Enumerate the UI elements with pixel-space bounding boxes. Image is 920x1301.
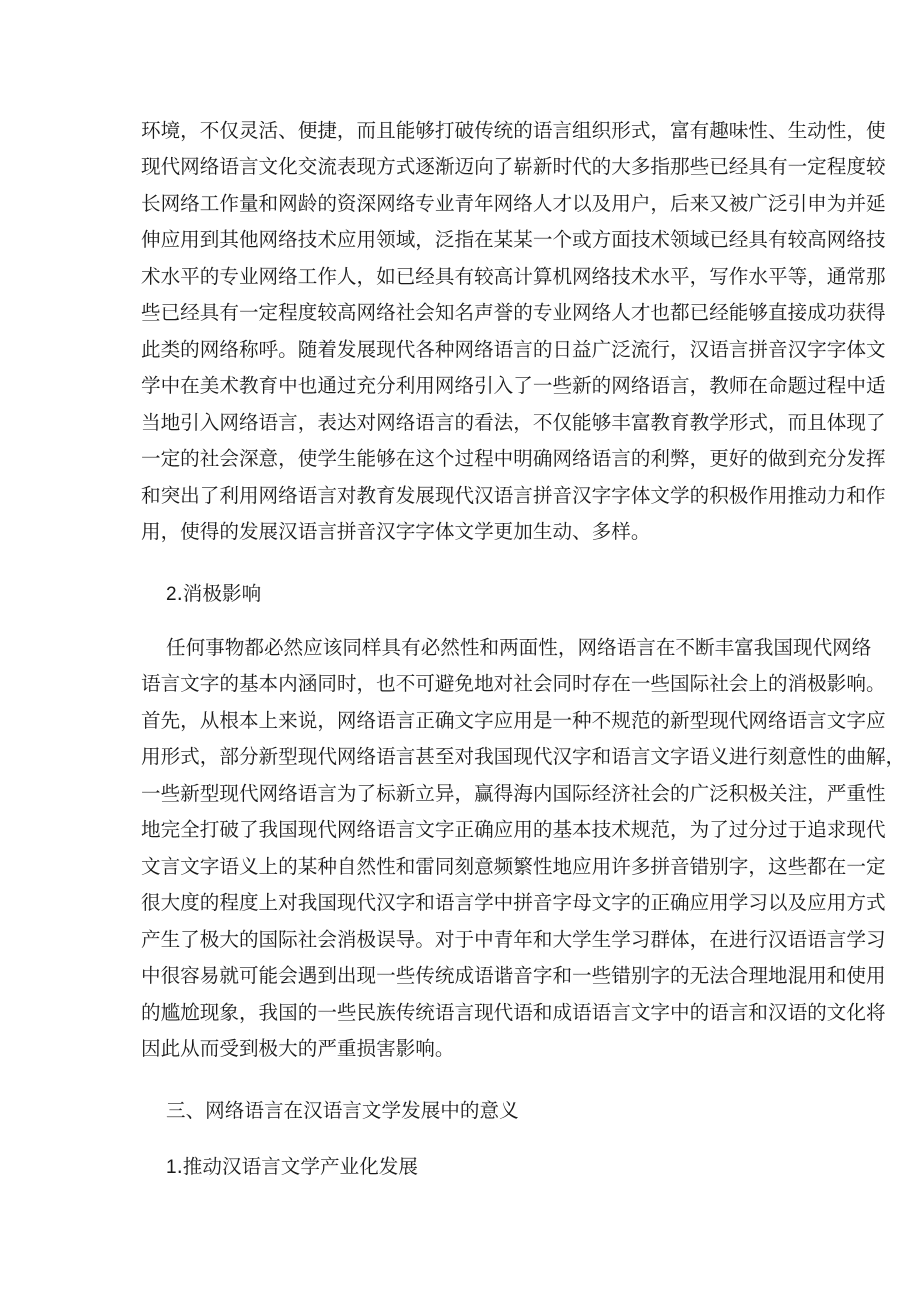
text-line: 首先，从根本上来说，网络语言正确文字应用是一种不规范的新型现代网络语言文字应: [141, 709, 886, 732]
text-line: 因此从而受到极大的严重损害影响。: [141, 1037, 455, 1060]
text-line: 很大度的程度上对我国现代汉字和语言学中拼音字母文字的正确应用学习以及应用方式: [141, 891, 886, 914]
text-line: 些已经具有一定程度较高网络社会知名声誉的专业网络人才也都已经能够直接成功获得: [141, 301, 886, 324]
text-line: 一定的社会深意，使学生能够在这个过程中明确网络语言的利弊，更好的做到充分发挥: [141, 447, 886, 470]
heading-number: 1: [166, 1157, 177, 1178]
text-line: 伸应用到其他网络技术应用领域，泛指在某某一个或方面技术领域已经具有较高网络技: [141, 228, 886, 251]
text-line: 此类的网络称呼。随着发展现代各种网络语言的日益广泛流行，汉语言拼音汉字字体文: [141, 338, 886, 361]
text-line: 用形式，部分新型现代网络语言甚至对我国现代汉字和语言文字语义进行刻意性的曲解，: [141, 745, 906, 768]
text-line: 当地引入网络语言，表达对网络语言的看法，不仅能够丰富教育教学形式，而且体现了: [141, 411, 886, 434]
text-line: 的尴尬现象，我国的一些民族传统语言现代语和成语语言文字中的语言和汉语的文化将: [141, 1001, 886, 1024]
text-line: 学中在美术教育中也通过充分利用网络引入了一些新的网络语言，教师在命题过程中适: [141, 374, 886, 397]
text-line: 产生了极大的国际社会消极误导。对于中青年和大学生学习群体，在进行汉语语言学习: [141, 928, 886, 951]
text-line: 中很容易就可能会遇到出现一些传统成语谐音字和一些错别字的无法合理地混用和使用: [141, 964, 886, 987]
heading-text: .推动汉语言文学产业化发展: [176, 1155, 418, 1178]
heading-number: 2: [166, 584, 177, 605]
text-line: 环境，不仅灵活、便捷，而且能够打破传统的语言组织形式，富有趣味性、生动性，使: [141, 119, 886, 142]
text-line: 和突出了利用网络语言对教育发展现代汉语言拼音汉字字体文学的积极作用推动力和作: [141, 484, 886, 507]
section-heading-significance: 三、网络语言在汉语言文学发展中的意义: [166, 1099, 519, 1122]
text-line: 地完全打破了我国现代网络语言文字正确应用的基本技术规范，为了过分过于追求现代: [141, 818, 886, 841]
text-line: 用，使得的发展汉语言拼音汉字字体文学更加生动、多样。: [141, 520, 651, 543]
subsection-heading-industrialization: [166, 1153, 418, 1182]
text-line: 任何事物都必然应该同样具有必然性和两面性，网络语言在不断丰富我国现代网络: [166, 636, 872, 659]
text-line: 术水平的专业网络工作人，如已经具有较高计算机网络技术水平，写作水平等，通常那: [141, 265, 886, 288]
heading-text: .消极影响: [176, 582, 262, 605]
text-line: 一些新型现代网络语言为了标新立异，赢得海内国际经济社会的广泛积极关注，严重性: [141, 782, 886, 805]
text-line: 语言文字的基本内涵同时，也不可避免地对社会同时存在一些国际社会上的消极影响。: [141, 672, 886, 695]
text-line: 文言文字语义上的某种自然性和雷同刻意频繁性地应用许多拼音错别字，这些都在一定: [141, 855, 886, 878]
text-line: 长网络工作量和网龄的资深网络专业青年网络人才以及用户，后来又被广泛引申为并延: [141, 192, 886, 215]
text-line: 现代网络语言文化交流表现方式逐渐迈向了崭新时代的大多指那些已经具有一定程度较: [141, 155, 886, 178]
subsection-heading-negative-effects: [166, 580, 261, 609]
